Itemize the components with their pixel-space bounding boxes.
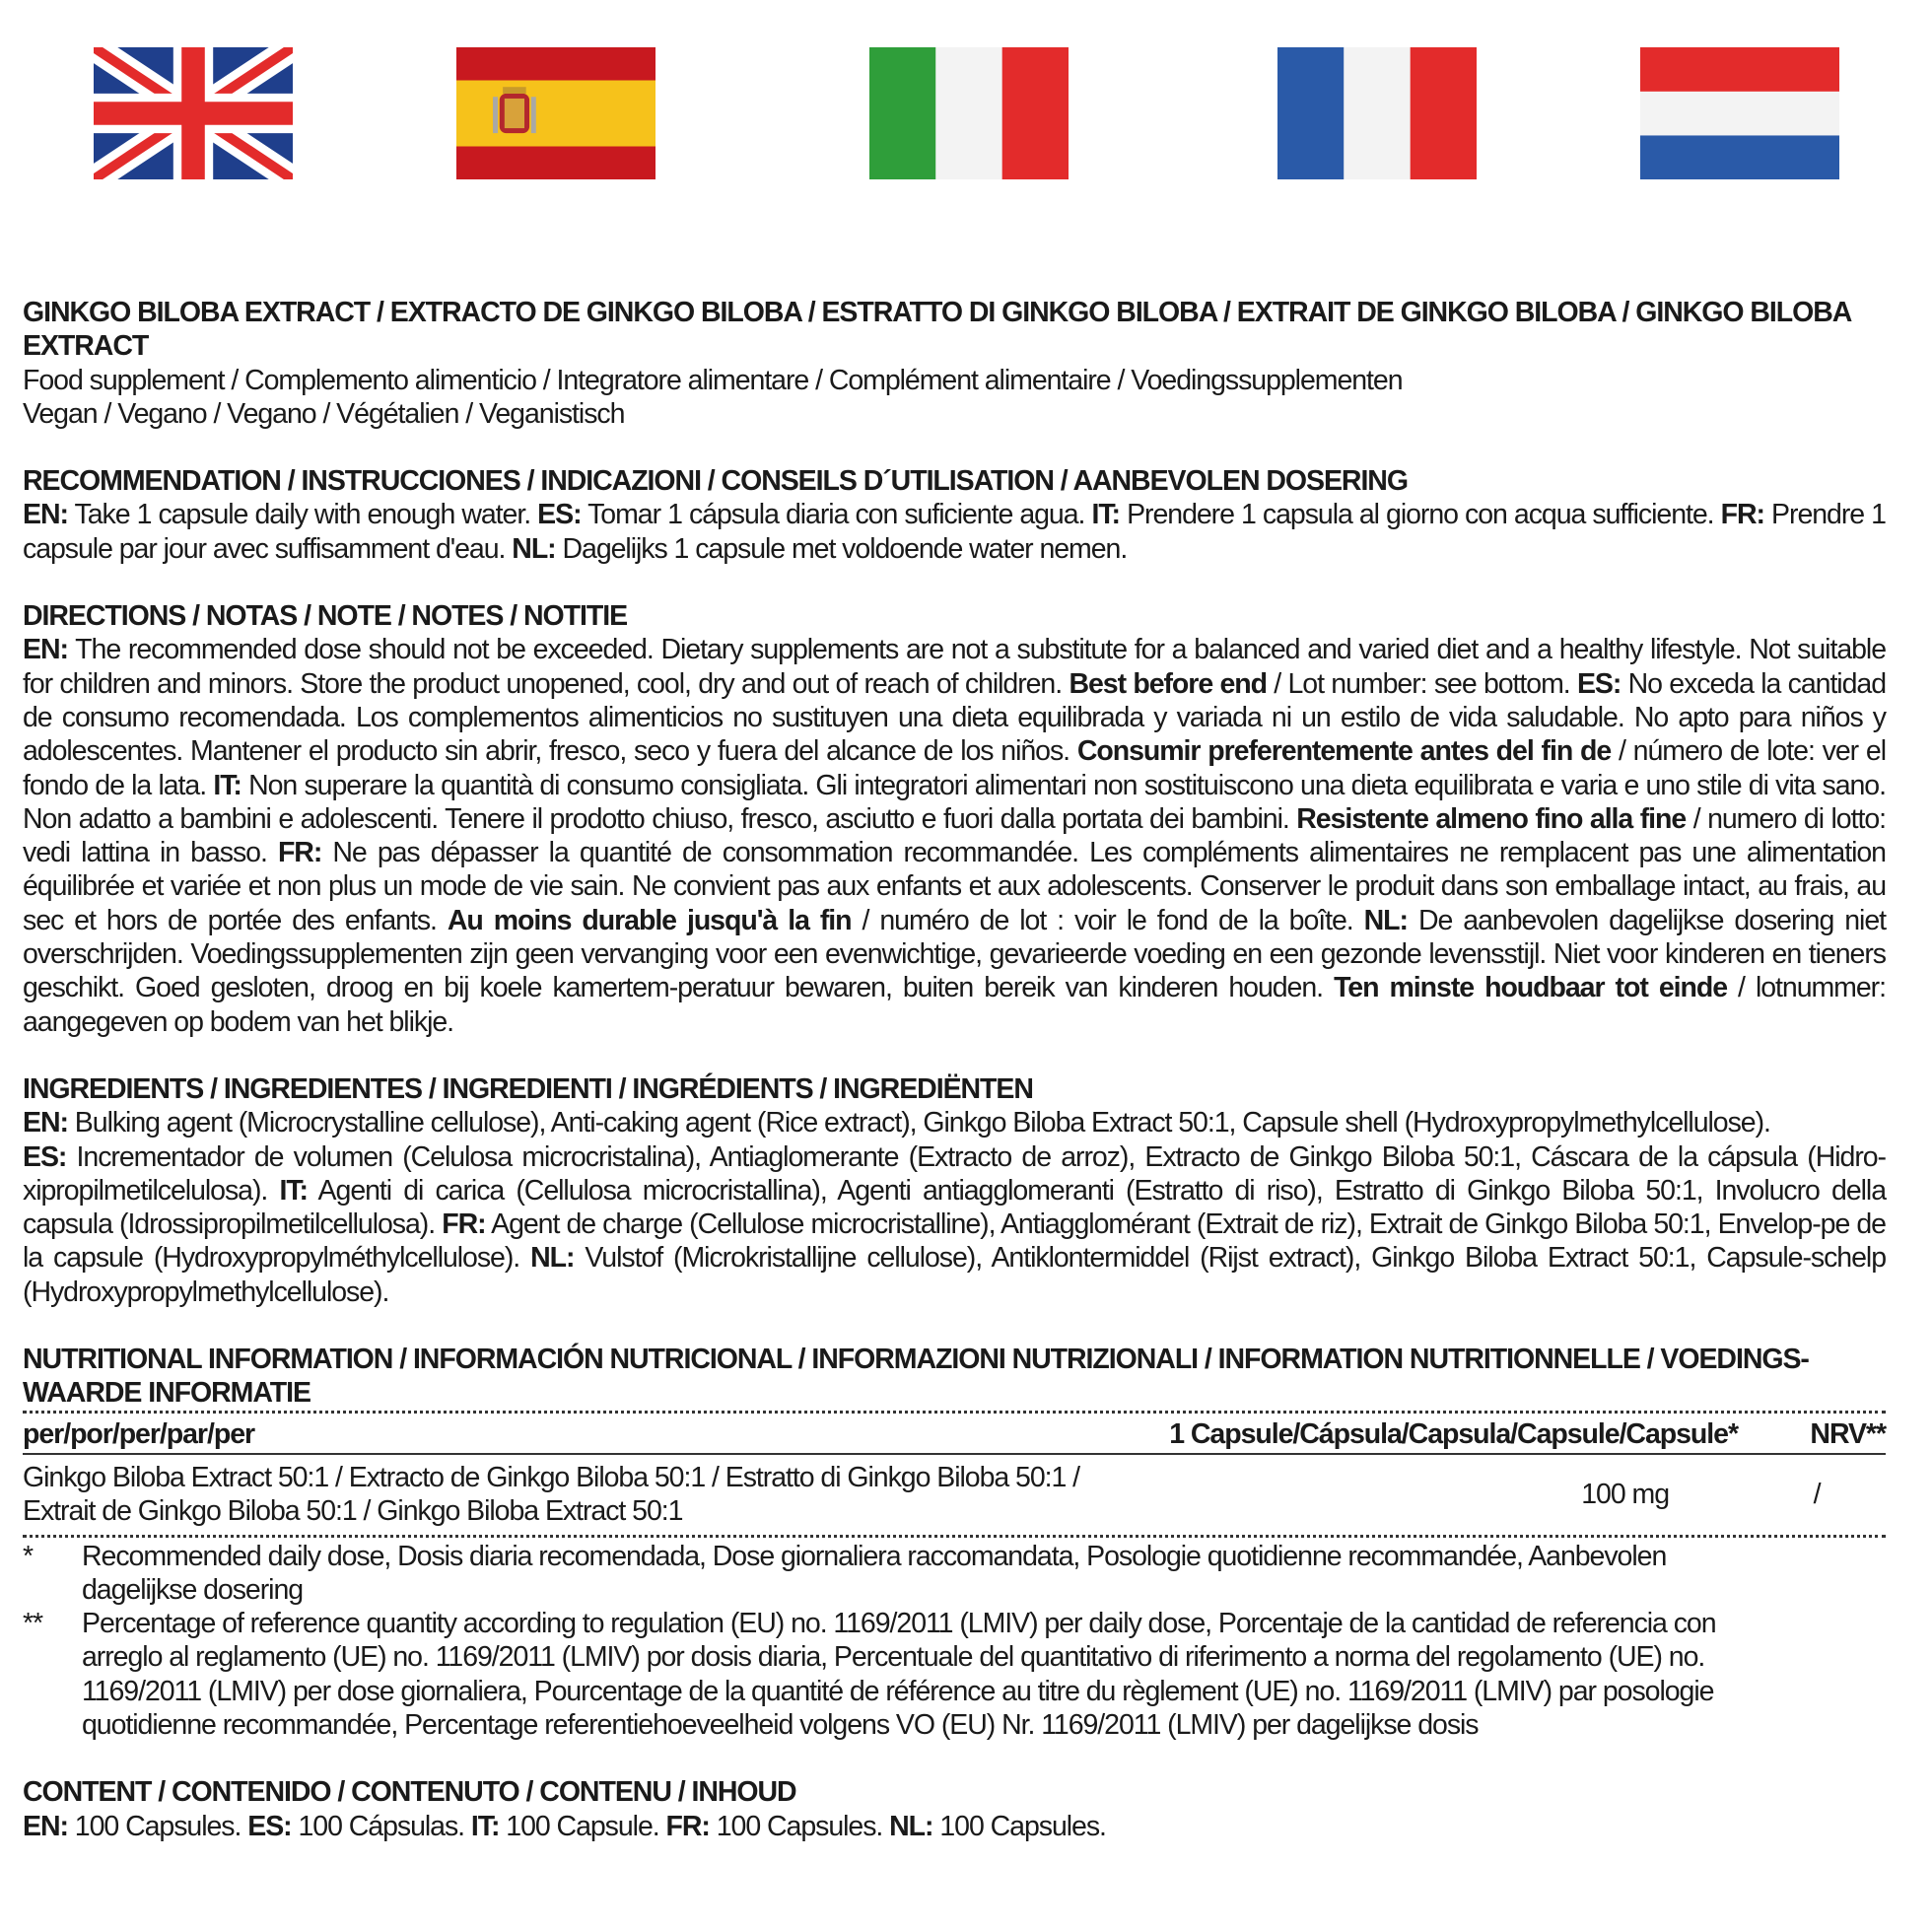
lang-label-it: IT: (279, 1174, 308, 1207)
lot-number-nl: / lotnummer: aangegeven op bodem van het blikje. (23, 972, 1886, 1038)
nutrition-section (23, 1343, 1886, 1742)
lang-label-en: EN: (23, 1810, 68, 1842)
ingredients-heading: INGREDIENTS / INGREDIENTES / INGREDIENTI / INGRÉDIENTS / INGREDIËNTEN (23, 1072, 1033, 1105)
product-header (23, 296, 1886, 431)
spain-flag-icon (456, 47, 656, 179)
recommendation-en: Take 1 capsule daily with enough water. (67, 499, 538, 531)
language-flags (0, 47, 1932, 179)
nutrient-name-line1: Ginkgo Biloba Extract 50:1 / Extracto de Ginkgo Biloba 50:1 / Estratto di Ginkgo Biloba 50:1 / (23, 1461, 1080, 1493)
best-before-en: Best before end (1069, 667, 1267, 700)
content-heading: CONTENT / CONTENIDO / CONTENUTO / CONTENU / INHOUD (23, 1776, 796, 1809)
netherlands-flag-icon (1640, 47, 1839, 179)
uk-flag-icon (94, 47, 293, 179)
lot-number-en: / Lot number: see bottom. (1266, 667, 1577, 700)
directions-fr: Ne pas dépasser la quantité de consommation recommandée. Les compléments alimentaires ne remplacent pas une alimentation équilibrée et variée et non plus un mode de vie sain. Ne convient pas aux enfants et aux adolescents. Conserver le produit dans son emballage intact, au frais, au sec et hors de portée des enfants. (23, 837, 1886, 936)
lang-label-it: IT: (213, 769, 242, 801)
recommendation-nl: Dagelijks 1 capsule met voldoende water nemen. (555, 532, 1128, 565)
column-per: per/por/per/par/per (23, 1417, 255, 1450)
lang-label-fr: FR: (277, 837, 322, 869)
directions-text (23, 633, 1886, 1039)
nutrient-name (23, 1461, 1255, 1529)
footnote-mark: * (23, 1540, 34, 1572)
lang-label-nl: NL: (1363, 904, 1408, 936)
nutrition-footnotes (23, 1540, 1886, 1743)
footnote-text: Recommended daily dose, Dosis diaria recomendada, Dose giornaliera raccomandata, Posologie quotidienne recommandée, Aanbevolen dagelijkse dosering (82, 1540, 1667, 1606)
lang-label-nl: NL: (530, 1242, 575, 1275)
recommendation-section (23, 464, 1886, 566)
product-diet: Vegan / Vegano / Vegano / Végétalien / Veganistisch (23, 397, 625, 430)
best-before-nl: Ten minste houdbaar tot einde (1334, 972, 1728, 1004)
recommendation-it: Prendere 1 capsula al giorno con acqua sufficiente. (1120, 499, 1721, 531)
recommendation-es: Tomar 1 cápsula diaria con suficiente agua. (581, 499, 1092, 531)
ingredients-en-para (23, 1106, 1886, 1139)
italy-flag-icon (869, 47, 1069, 179)
directions-it: Non superare la quantità di consumo consigliata. Gli integratori alimentari non sostituiscono una dieta equilibrata e varia e uno stile di vita sano. Non adatto a bambini e adolescenti. Tenere il prodotto chiuso, fresco, asciutto e fuori dalla portata dei bambini. (23, 769, 1886, 835)
recommendation-fr: Prendre 1 capsule par jour avec suffisamment d'eau. (23, 499, 1886, 565)
best-before-it: Resistente almeno fino alla fine (1296, 802, 1687, 835)
product-title: GINKGO BILOBA EXTRACT / EXTRACTO DE GINKGO BILOBA / ESTRATTO DI GINKGO BILOBA / EXTRAIT DE GINKGO BILOBA / GINKGO BILOBA EXTRACT (23, 297, 1851, 363)
lot-number-it: / numero di lotto: vedi lattina in basso. (23, 802, 1886, 869)
nutrition-heading-line1: NUTRITIONAL INFORMATION / INFORMACIÓN NUTRICIONAL / INFORMAZIONI NUTRIZIONALI / INFORMATION NUTRITIONNELLE / VOEDINGS- (23, 1344, 1809, 1376)
nutrient-nrv: / (1813, 1479, 1821, 1511)
directions-section (23, 599, 1886, 1039)
recommendation-text (23, 498, 1886, 566)
lang-label-fr: FR: (442, 1208, 486, 1241)
nutrition-table (23, 1411, 1886, 1538)
lang-label-es: ES: (1576, 667, 1622, 700)
footnote-daily-dose (23, 1540, 1886, 1608)
lang-label-es: ES: (247, 1810, 292, 1842)
directions-en: The recommended dose should not be exceeded. Dietary supplements are not a substitute for a balanced and varied diet and a healthy lifestyle. Not suitable for children and minors. Store the product unopened, cool, dry and out of reach of children. (23, 634, 1886, 700)
lang-label-es: ES: (537, 499, 582, 531)
ingredients-es: Incrementador de volumen (Celulosa microcristalina), Antiaglomerante (Extracto de arroz), Extracto de Ginkgo Biloba 50:1, Cáscara de la cápsula (Hidro-xipropilmetilcelulosa). (23, 1140, 1886, 1207)
label-text (23, 296, 1886, 1877)
ingredients-text (23, 1140, 1886, 1309)
lot-number-es: / número de lote: ver el fondo de la lata. (23, 735, 1886, 801)
best-before-es: Consumir preferentemente antes del fin de (1076, 735, 1612, 768)
footnote-reference-quantity (23, 1607, 1886, 1742)
lot-number-fr: / numéro de lot : voir le fond de la boîte. (851, 904, 1364, 936)
directions-heading: DIRECTIONS / NOTAS / NOTE / NOTES / NOTITIE (23, 600, 628, 633)
ingredients-fr: Agent de charge (Cellulose microcristalline), Antiagglomérant (Extrait de riz), Extrait de Ginkgo Biloba 50:1, Envelop-pe de la capsule (Hydroxypropylméthylcellulose). (23, 1208, 1886, 1275)
column-nrv: NRV** (1810, 1417, 1886, 1450)
content-en: 100 Capsules. (67, 1810, 248, 1842)
nutrient-amount: 100 mg (1581, 1479, 1669, 1511)
ingredients-en: Bulking agent (Microcrystalline cellulose), Anti-caking agent (Rice extract), Ginkgo Biloba Extract 50:1, Capsule shell (Hydroxypropylmethylcellulose). (67, 1107, 1770, 1139)
lang-label-it: IT: (470, 1810, 500, 1842)
lang-label-es: ES: (23, 1140, 67, 1173)
nutrition-heading-line2: WAARDE INFORMATIE (23, 1377, 310, 1410)
lang-label-nl: NL: (889, 1810, 933, 1842)
lang-label-it: IT: (1091, 499, 1120, 531)
product-category: Food supplement / Complemento alimenticio / Integratore alimentare / Complément alimentaire / Voedingssupplementen (23, 364, 1403, 396)
directions-es: No exceda la cantidad de consumo recomendada. Los complementos alimenticios no sustituyen una dieta equilibrada y variada ni un estilo de vida saludable. No apto para niños y adolescentes. Mantener el producto sin abrir, fresco, seco y fuera del alcance de los niños. (23, 667, 1886, 768)
column-amount: 1 Capsule/Cápsula/Capsula/Capsule/Capsule* (1169, 1417, 1738, 1450)
france-flag-icon (1277, 47, 1477, 179)
recommendation-heading: RECOMMENDATION / INSTRUCCIONES / INDICAZIONI / CONSEILS D´UTILISATION / AANBEVOLEN DOSERING (23, 465, 1408, 498)
content-it: 100 Capsule. (499, 1810, 666, 1842)
content-text (23, 1810, 1886, 1843)
footnote-text: Percentage of reference quantity according to regulation (EU) no. 1169/2011 (LMIV) per daily dose, Porcentaje de la cantidad de referencia con arreglo al reglamento (UE) no. 1169/2011 (LMIV) por dosis diaria, Percentuale del quantitativo di riferimento a norma del regolamento (UE) no. 1169/2011 (LMIV) per dose giornaliera, Pourcentage de la quantité de référence au titre du règlement (UE) no. 1169/2011 (LMIV) par posologie quotidienne recommandée, Percentage referentiehoeveelheid volgens VO (EU) Nr. 1169/2011 (LMIV) per dagelijkse dosis (82, 1608, 1716, 1741)
ingredients-nl: Vulstof (Microkristallijne cellulose), Antiklontermiddel (Rijst extract), Ginkgo Biloba Extract 50:1, Capsule-schelp (Hydroxypropylmethylcellulose). (23, 1242, 1886, 1308)
lang-label-nl: NL: (512, 532, 556, 565)
content-nl: 100 Capsules. (932, 1810, 1106, 1842)
ingredients-section (23, 1072, 1886, 1309)
lang-label-en: EN: (23, 1107, 68, 1139)
lang-label-fr: FR: (665, 1810, 710, 1842)
lang-label-en: EN: (23, 499, 68, 531)
footnote-mark: ** (23, 1608, 43, 1640)
content-es: 100 Cápsulas. (291, 1810, 471, 1842)
nutrition-table-header (23, 1411, 1886, 1455)
nutrient-name-line2: Extrait de Ginkgo Biloba 50:1 / Ginkgo Biloba Extract 50:1 (23, 1495, 683, 1528)
directions-nl: De aanbevolen dagelijkse dosering niet overschrijden. Voedingssupplementen zijn geen vervanging voor een evenwichtige, gevarieerde voeding en een gezonde levensstijl. Niet voor kinderen en tieners geschikt. Goed gesloten, droog en bij koele kamertem-peratuur bewaren, buiten bereik van kinderen houden. (23, 904, 1887, 1004)
content-fr: 100 Capsules. (709, 1810, 890, 1842)
content-section (23, 1775, 1886, 1843)
best-before-fr: Au moins durable jusqu'à la fin (447, 904, 852, 936)
table-row (23, 1455, 1886, 1538)
lang-label-en: EN: (23, 634, 68, 666)
lang-label-fr: FR: (1720, 499, 1764, 531)
ingredients-it: Agenti di carica (Cellulosa microcristallina), Agenti antiagglomeranti (Estratto di riso), Estratto di Ginkgo Biloba 50:1, Involucro della capsula (Idrossipropilmetilcellulosa). (23, 1174, 1886, 1241)
